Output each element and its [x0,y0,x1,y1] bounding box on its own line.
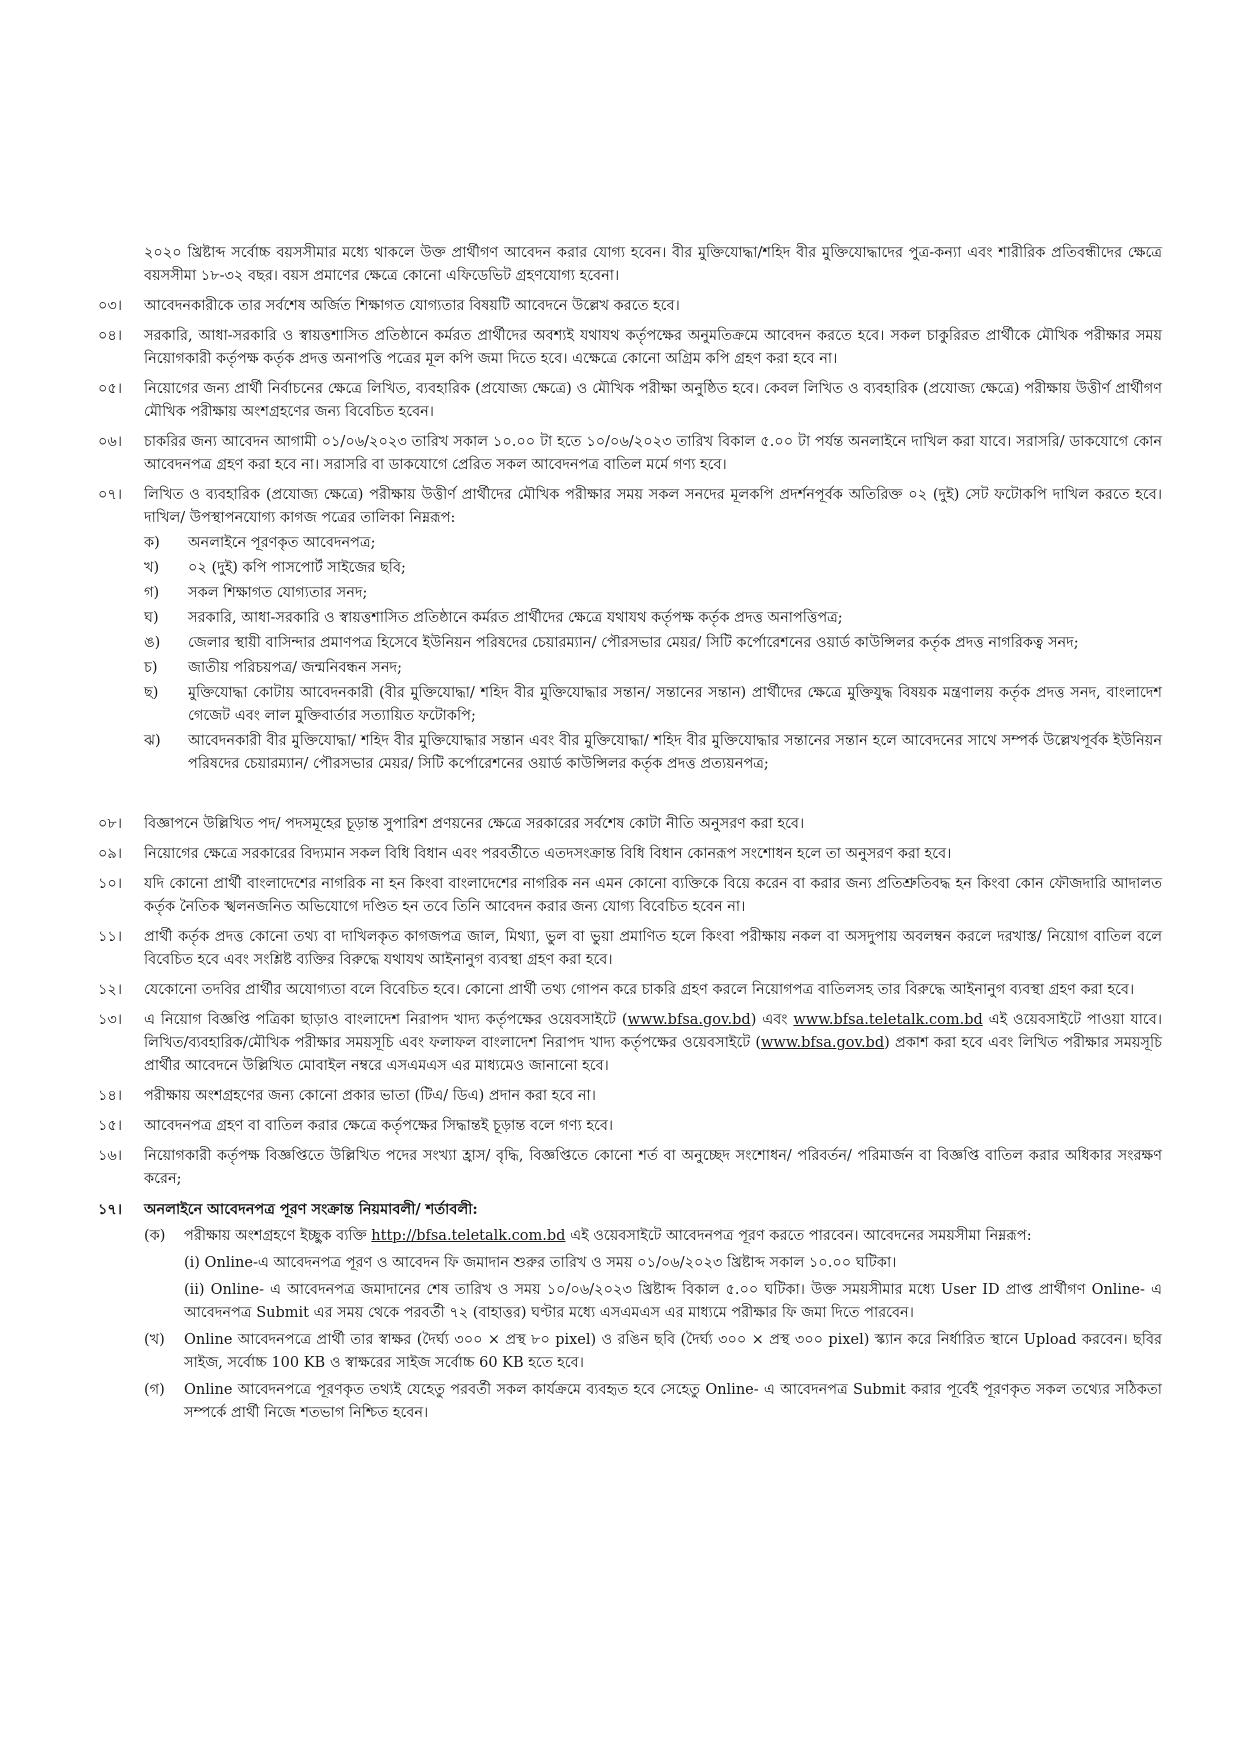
clause-number: ১৩। [98,1012,123,1028]
clause-number: ১১। [98,929,123,945]
clause-text-part: ) এবং [750,1012,794,1028]
document-list-item [144,657,1162,680]
list-text: আবেদনকারী বীর মুক্তিযোদ্ধা/ শহিদ বীর মুক্তিযোদ্ধার সন্তান এবং বীর মুক্তিযোদ্ধা/ শহিদ বীর মুক্তিযোদ্ধার সন্তানের সন্তান হলে আবেদনের সাথে সম্পর্ক উল্লেখপূর্বক ইউনিয়ন পরিষদের চেয়ারম্যান/ পৌরসভার মেয়র/ সিটি কর্পোরেশনের ওয়ার্ড কাউন্সিলর কর্তৃক প্রদত্ত প্রত্যয়নপত্র; [188,733,1162,772]
rule-ka [144,1225,1162,1325]
clause-text [144,1009,1162,1078]
clause-text: যেকোনো তদবির প্রার্থীর অযোগ্যতা বলে বিবেচিত হবে। কোনো প্রার্থী তথ্য গোপন করে চাকরি গ্রহণ করলে নিয়োগপত্র বাতিলসহ তার বিরুদ্ধে আইনানুগ ব্যবস্থা গ্রহণ করা হবে। [144,982,1135,998]
clause-06 [98,431,1162,477]
clause-10 [98,873,1162,919]
clause-04 [98,325,1162,371]
bfsa-website-link[interactable]: www.bfsa.gov.bd [627,1012,751,1028]
clause-number: ১৪। [98,1088,123,1104]
clause-text: চাকরির জন্য আবেদন আগামী ০১/০৬/২০২৩ তারিখ সকাল ১০.০০ টা হতে ১০/০৬/২০২৩ তারিখ বিকাল ৫.০০ টা পর্যন্ত অনলাইনে দাখিল করা যাবে। সরাসরি/ ডাকযোগে কোন আবেদনপত্র গ্রহণ করা হবে না। সরাসরি বা ডাকযোগে প্রেরিত সকল আবেদনপত্র বাতিল মর্মে গণ্য হবে। [144,434,1162,473]
clause-text: পরীক্ষায় অংশগ্রহণের জন্য কোনো প্রকার ভাতা (টিএ/ ডিএ) প্রদান করা হবে না। [144,1088,596,1104]
list-label: খ) [144,560,160,576]
document-list-item [144,682,1162,728]
document-list-item [144,582,1162,605]
list-label: (খ) [144,1332,165,1348]
clause-17 [98,1198,1162,1425]
clause-text: লিখিত ও ব্যবহারিক (প্রযোজ্য ক্ষেত্রে) পরীক্ষায় উত্তীর্ণ প্রার্থীদের মৌখিক পরীক্ষার সময় সকল সনদের মূলকপি প্রদর্শনপূর্বক অতিরিক্ত ০২ (দুই) সেট ফটোকপি দাখিল করতে হবে। দাখিল/ উপস্থাপনযোগ্য কাগজ পত্রের তালিকা নিম্নরূপ: [144,487,1162,526]
clause-text: নিয়োগের ক্ষেত্রে সরকারের বিদ্যমান সকল বিধি বিধান এবং পরবর্তীতে এতদসংক্রান্ত বিধি বিধান কোনরূপ সংশোধন হলে তা অনুসরণ করা হবে। [144,846,952,862]
clause-number: ১২। [98,982,123,998]
clause-15 [98,1115,1162,1138]
list-label: চ) [144,660,158,676]
clause-number: ০৬। [98,434,123,450]
list-text: অনলাইনে পূরণকৃত আবেদনপত্র; [188,535,376,551]
list-label: ঘ) [144,610,159,626]
document-list-item [144,532,1162,555]
clause-number: ০৮। [98,816,123,832]
clause-16 [98,1145,1162,1191]
clause-09 [98,843,1162,866]
spacer [98,783,1162,813]
list-label: ক) [144,535,160,551]
clause-14 [98,1085,1162,1108]
list-text: সকল শিক্ষাগত যোগ্যতার সনদ; [188,585,368,601]
clause-13 [98,1009,1162,1078]
clause-text: প্রার্থী কর্তৃক প্রদত্ত কোনো তথ্য বা দাখিলকৃত কাগজপত্র জাল, মিথ্যা, ভুল বা ভুয়া প্রমাণিত হলে কিংবা পরীক্ষায় নকল বা অসদুপায় অবলম্বন করলে দরখাস্ত/ নিয়োগ বাতিল বলে বিবেচিত হবে এবং সংশ্লিষ্ট ব্যক্তির বিরুদ্ধে যথাযথ আইনানুগ ব্যবস্থা গ্রহণ করা হবে। [144,929,1162,968]
clause-text: নিয়োগের জন্য প্রার্থী নির্বাচনের ক্ষেত্রে লিখিত, ব্যবহারিক (প্রযোজ্য ক্ষেত্রে) ও মৌখিক পরীক্ষা অনুষ্ঠিত হবে। কেবল লিখিত ও ব্যবহারিক (প্রযোজ্য ক্ষেত্রে) পরীক্ষায় উত্তীর্ণ প্রার্থীগণ মৌখিক পরীক্ষায় অংশগ্রহণের জন্য বিবেচিত হবেন। [144,381,1162,420]
clause-number: ০৩। [98,298,123,314]
clause-text: বিজ্ঞাপনে উল্লিখিত পদ/ পদসমূহের চূড়ান্ত সুপারিশ প্রণয়নের ক্ষেত্রে সরকারের সর্বশেষ কোটা নীতি অনুসরণ করা হবে। [144,816,805,832]
document-list-item [144,730,1162,776]
clause-text-part: ) প্রকাশ করা হবে এবং লিখিত পরীক্ষার সময়সূচি প্রার্থীর আবেদনে উল্লিখিত মোবাইল নম্বরে এসএমএস এর মাধ্যমেও জানানো হবে। [144,1035,1162,1074]
list-label: গ) [144,585,160,601]
rule-text-part: পরীক্ষায় অংশগ্রহণে ইচ্ছুক ব্যক্তি [184,1228,372,1244]
intro-paragraph: ২০২০ খ্রিষ্টাব্দ সর্বোচ্চ বয়সসীমার মধ্যে থাকলে উক্ত প্রার্থীগণ আবেদন করার যোগ্য হবেন। বীর মুক্তিযোদ্ধা/শহিদ বীর মুক্তিযোদ্ধাদের পুত্র-কন্যা এবং শারীরিক প্রতিবন্ধীদের ক্ষেত্রে বয়সসীমা ১৮-৩২ বছর। বয়স প্রমাণের ক্ষেত্রে কোনো এফিডেভিট গ্রহণযোগ্য হবেনা। [144,245,1162,284]
clause-number: ০৭। [98,487,123,503]
clause-text-part: এ নিয়োগ বিজ্ঞপ্তি পত্রিকা ছাড়াও বাংলাদেশ নিরাপদ খাদ্য কর্তৃপক্ষের ওয়েবসাইটে ( [144,1012,628,1028]
list-text: মুক্তিযোদ্ধা কোটায় আবেদনকারী (বীর মুক্তিযোদ্ধা/ শহিদ বীর মুক্তিযোদ্ধার সন্তান/ সন্তানের সন্তান) প্রার্থীদের ক্ষেত্রে মুক্তিযুদ্ধ বিষয়ক মন্ত্রণালয় কর্তৃক প্রদত্ত সনদ, বাংলাদেশ গেজেট এবং লাল মুক্তিবার্তার সত্যায়িত ফটোকপি; [188,685,1162,724]
rule-text [184,1225,1162,1248]
list-text: সরকারি, আধা-সরকারি ও স্বায়ত্তশাসিত প্রতিষ্ঠানে কর্মরত প্রার্থীদের ক্ষেত্রে যথাযথ কর্তৃপক্ষ কর্তৃক প্রদত্ত অনাপত্তিপত্র; [188,610,843,626]
teletalk-website-link[interactable]: www.bfsa.teletalk.com.bd [793,1012,983,1028]
document-list-item [144,557,1162,580]
list-label: (গ) [144,1382,165,1398]
rule-text: Online আবেদনপত্রে প্রার্থী তার স্বাক্ষর (দৈর্ঘ্য ৩০০ × প্রস্থ ৮০ pixel) ও রঙিন ছবি (দৈর্ঘ্য ৩০০ × প্রস্থ ৩০০ pixel) স্ক্যান করে নির্ধারিত স্থানে Upload করবেন। ছবির সাইজ, সর্বোচ্চ 100 KB ও স্বাক্ষরের সাইজ সর্বোচ্চ 60 KB হতে হবে। [184,1332,1162,1371]
list-text: জেলার স্থায়ী বাসিন্দার প্রমাণপত্র হিসেবে ইউনিয়ন পরিষদের চেয়ারম্যান/ পৌরসভার মেয়র/ সিটি কর্পোরেশনের ওয়ার্ড কাউন্সিলর কর্তৃক প্রদত্ত নাগরিকত্ব সনদ; [188,635,1079,651]
list-label: (ক) [144,1228,166,1244]
rule-text: Online আবেদনপত্রে পূরণকৃত তথ্যই যেহেতু পরবর্তী সকল কার্যক্রমে ব্যবহৃত হবে সেহেতু Online- এ আবেদনপত্র Submit করার পূর্বেই পূরণকৃত সকল তথ্যের সঠিকতা সম্পর্কে প্রার্থী নিজে শতভাগ নিশ্চিত হবেন। [184,1382,1162,1421]
clause-text: সরকারি, আধা-সরকারি ও স্বায়ত্তশাসিত প্রতিষ্ঠানে কর্মরত প্রার্থীদের অবশ্যই যথাযথ কর্তৃপক্ষের অনুমতিক্রমে আবেদন করতে হবে। সকল চাকুরিরত প্রার্থীকে মৌখিক পরীক্ষার সময় নিয়োগকারী কর্তৃপক্ষ কর্তৃক প্রদত্ত অনাপত্তি পত্রের মূল কপি জমা দিতে হবে। এক্ষেত্রে কোনো অগ্রিম কপি গ্রহণ করা হবে না। [144,328,1162,367]
clause-heading: অনলাইনে আবেদনপত্র পূরণ সংক্রান্ত নিয়মাবলী/ শর্তাবলী: [144,1201,478,1218]
clause-number: ০৪। [98,328,123,344]
document-list-item [144,632,1162,655]
clause-number: ০৯। [98,846,123,862]
list-label: ছ) [144,685,159,701]
rule-ka-ii: (ii) Online- এ আবেদনপত্র জমাদানের শেষ তারিখ ও সময় ১০/০৬/২০২৩ খ্রিষ্টাব্দ বিকাল ৫.০০ ঘটিকা। উক্ত সময়সীমার মধ্যে User ID প্রাপ্ত প্রার্থীগণ Online- এ আবেদনপত্র Submit এর সময় থেকে পরবর্তী ৭২ (বাহাত্তর) ঘণ্টার মধ্যে এসএমএস এর মাধ্যমে পরীক্ষার ফি জমা দিতে পারবেন। [184,1282,1162,1321]
clause-08 [98,813,1162,836]
clause-number: ১৭। [98,1201,123,1218]
clause-text: আবেদনপত্র গ্রহণ বা বাতিল করার ক্ষেত্রে কর্তৃপক্ষের সিদ্ধান্তই চূড়ান্ত বলে গণ্য হবে। [144,1118,614,1134]
clause-body [144,1198,1162,1425]
clause-12 [98,979,1162,1002]
list-text: ০২ (দুই) কপি পাসপোর্ট সাইজের ছবি; [188,560,406,576]
document-list-item [144,607,1162,630]
clause-body [144,484,1162,776]
rule-text-part: এই ওয়েবসাইটে আবেদনপত্র পূরণ করতে পারবেন। আবেদনের সময়সীমা নিম্নরূপ: [565,1228,1032,1244]
list-text: জাতীয় পরিচয়পত্র/ জন্মনিবন্ধন সনদ; [188,660,402,676]
clause-text: নিয়োগকারী কর্তৃপক্ষ বিজ্ঞপ্তিতে উল্লিখিত পদের সংখ্যা হ্রাস/ বৃদ্ধি, বিজ্ঞপ্তিতে কোনো শর্ত বা অনুচ্ছেদ সংশোধন/ পরিবর্তন/ পরিমার্জন বা বিজ্ঞপ্তি বাতিল করার অধিকার সংরক্ষণ করেন; [144,1148,1162,1187]
clause-number: ১৬। [98,1148,123,1164]
clause-11 [98,926,1162,972]
clause-number: ১০। [98,876,123,892]
clause-number: ১৫। [98,1118,123,1134]
notice-content [98,242,1162,1432]
rule-ka-i: (i) Online-এ আবেদনপত্র পূরণ ও আবেদন ফি জমাদান শুরুর তারিখ ও সময় ০১/০৬/২০২৩ খ্রিষ্টাব্দ সকাল ১০.০০ ঘটিকা। [184,1255,897,1271]
clause-05 [98,378,1162,424]
clause-text: যদি কোনো প্রার্থী বাংলাদেশের নাগরিক না হন কিংবা বাংলাদেশের নাগরিক নন এমন কোনো ব্যক্তিকে বিয়ে করেন বা করার জন্য প্রতিশ্রুতিবদ্ধ হন কিংবা কোন ফৌজদারি আদালত কর্তৃক নৈতিক স্খলনজনিত অভিযোগে দণ্ডিত হন তবে তিনি আবেদন করার জন্য যোগ্য বিবেচিত হবেন না। [144,876,1162,915]
clause-text-part: এই ওয়েবসাইটে পাওয়া যাবে। লিখিত/ব্যবহারিক/মৌখিক পরীক্ষার সময়সূচি এবং ফলাফল বাংলাদেশ নিরাপদ খাদ্য কর্তৃপক্ষের ওয়েবসাইটে ( [144,1012,1163,1051]
teletalk-apply-link[interactable]: http://bfsa.teletalk.com.bd [371,1228,566,1244]
clause-text: আবেদনকারীকে তার সর্বশেষ অর্জিত শিক্ষাগত যোগ্যতার বিষয়টি আবেদনে উল্লেখ করতে হবে। [144,298,680,314]
rule-ga [144,1379,1162,1425]
rule-kha [144,1329,1162,1375]
rule-body [184,1225,1162,1325]
list-label: ঝ) [144,733,161,749]
list-label: ঙ) [144,635,161,651]
bfsa-website-link[interactable]: www.bfsa.gov.bd [761,1035,885,1051]
clause-07 [98,484,1162,776]
clause-03 [98,295,1162,318]
clause-number: ০৫। [98,381,123,397]
